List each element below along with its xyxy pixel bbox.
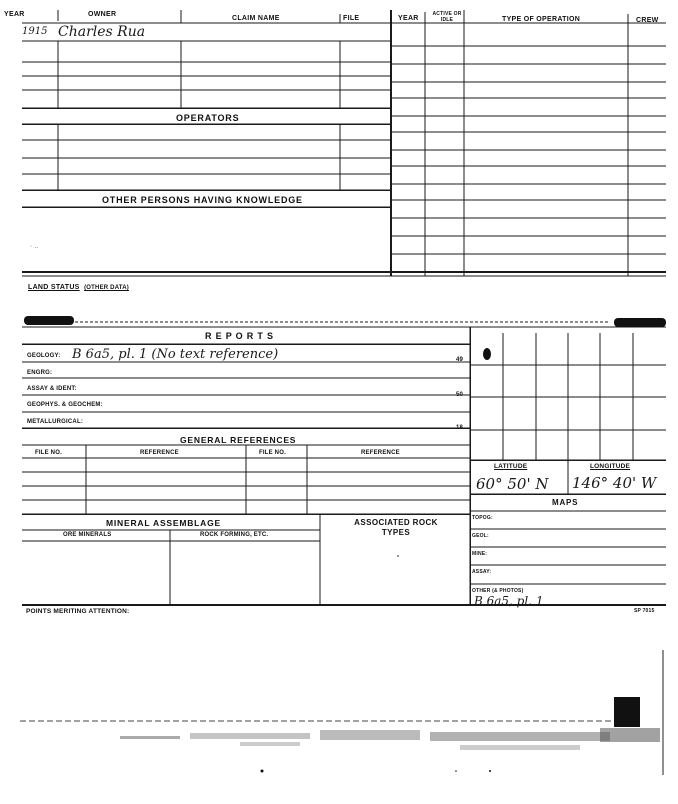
gen-ref-header-file-no-2: FILE NO.	[259, 450, 286, 456]
maps-title: MAPS	[552, 498, 579, 507]
entry-year: 1915	[22, 26, 48, 37]
reports-title: R E P O R T S	[205, 331, 274, 341]
header-year: YEAR	[4, 11, 25, 18]
reports-assay-label: ASSAY & IDENT:	[27, 386, 77, 392]
header-owner: OWNER	[88, 11, 117, 18]
ink-blob-right	[614, 318, 666, 327]
reports-geology-number: 49	[456, 357, 464, 363]
ore-minerals-label: ORE MINERALS	[63, 532, 112, 538]
header-crew: CREW	[636, 17, 659, 24]
maps-mine-label: MINE:	[472, 551, 488, 557]
header-file: FILE	[343, 15, 360, 22]
other-persons-label: OTHER PERSONS HAVING KNOWLEDGE	[102, 195, 303, 205]
maps-other-value: B 6a5, pl. 1	[474, 594, 544, 608]
gen-ref-header-reference-2: REFERENCE	[361, 450, 400, 456]
latitude-value: 60° 50' N	[476, 475, 549, 493]
maps-assay-label: ASSAY:	[472, 569, 492, 575]
stray-marks: · ..	[30, 243, 39, 250]
scan-black-square	[614, 697, 640, 727]
mineral-assemblage-title: MINERAL ASSEMBLAGE	[106, 518, 221, 528]
reports-engrg-label: ENGRG:	[27, 370, 53, 376]
land-status-sublabel: (OTHER DATA)	[84, 285, 129, 291]
maps-topog-label: TOPOG:	[472, 515, 493, 521]
longitude-label: LONGITUDE	[590, 463, 631, 470]
maps-geol-label: GEOL:	[472, 533, 489, 539]
header-year-right: YEAR	[398, 15, 419, 22]
operators-label: OPERATORS	[176, 113, 240, 123]
reports-geophys-label: GEOPHYS. & GEOCHEM:	[27, 402, 103, 408]
form-number: SP 7015	[634, 608, 655, 614]
reports-assay-number: 50	[456, 392, 464, 398]
general-references-title: GENERAL REFERENCES	[180, 435, 297, 445]
header-claim-name: CLAIM NAME	[232, 15, 280, 22]
points-meriting-attention-label: POINTS MERITING ATTENTION:	[26, 608, 130, 615]
reports-metallurgical-label: METALLURGICAL:	[27, 419, 84, 425]
reports-metallurgical-number: 18	[456, 425, 464, 431]
longitude-value: 146° 40' W	[572, 474, 657, 492]
ink-blob-left	[24, 316, 74, 325]
reports-geology-label: GEOLOGY:	[27, 353, 61, 359]
reports-geology-value: B 6a5, pl. 1 (No text reference)	[72, 347, 279, 362]
gen-ref-header-reference-1: REFERENCE	[140, 450, 179, 456]
entry-owner: Charles Rua	[58, 24, 146, 40]
location-dot	[483, 348, 491, 360]
header-active-idle: ACTIVE OR IDLE	[432, 11, 462, 23]
rock-forming-label: ROCK FORMING, ETC.	[200, 532, 269, 538]
header-type-of-operation: TYPE OF OPERATION	[502, 16, 581, 23]
latitude-label: LATITUDE	[494, 463, 528, 470]
maps-other-label: OTHER (& PHOTOS)	[472, 588, 524, 594]
land-status-label: LAND STATUS	[28, 284, 80, 291]
associated-rock-types-label: ASSOCIATED ROCK TYPES	[354, 518, 438, 537]
gen-ref-header-file-no-1: FILE NO.	[35, 450, 62, 456]
